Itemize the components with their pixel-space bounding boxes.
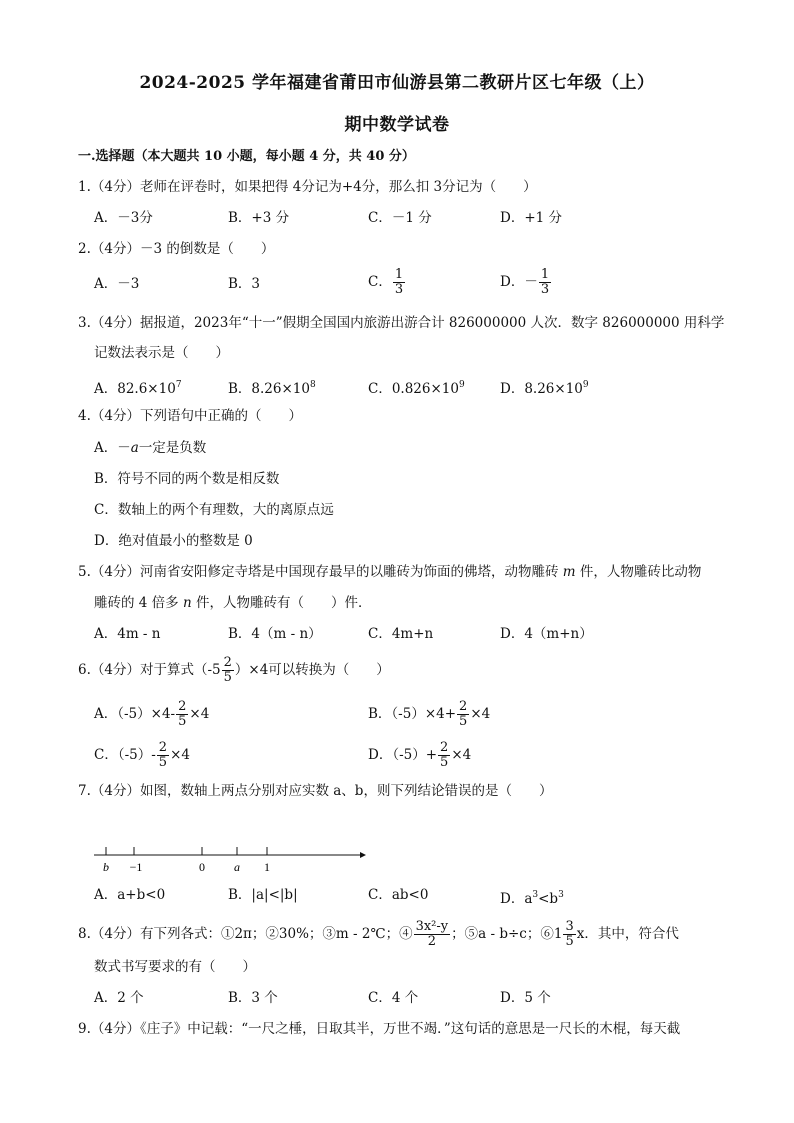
q4-option-b: B．符号不同的两个数是相反数	[94, 471, 280, 487]
q2-option-b: B．3	[228, 276, 261, 292]
fraction: $\frac{1}{3}$	[540, 267, 550, 297]
question-4-stem: 4.（4分）下列语句中正确的（ ）	[78, 408, 302, 424]
q7-option-d: D．$a^3<b^3$	[500, 890, 564, 907]
fraction: $\frac{\text{3x²-y}}{2}$	[415, 919, 449, 949]
q5-option-b: B．4（m - n）	[228, 626, 322, 642]
q3-option-c: C．$0.826\times 10^9$	[368, 380, 465, 397]
q1-option-b: B．+3 分	[228, 210, 290, 226]
q8-option-c: C．4 个	[368, 990, 419, 1006]
question-3-stem-line2: 记数法表示是（ ）	[94, 345, 229, 361]
q8-option-b: B．3 个	[228, 990, 278, 1006]
q3-option-b: B．$8.26\times 10^8$	[228, 380, 316, 397]
label-a: a	[234, 860, 240, 874]
fraction: $\frac{2}{5}$	[223, 655, 232, 685]
fraction: $\frac{2}{5}$	[178, 699, 187, 729]
question-8-stem-line1: 8.（4分）有下列各式：①2π；②30%；③m - 2℃；④ $\frac{\text{3x²-y}}{2}$ ；⑤a - b÷c；⑥1 $\frac{3}{5}$ x．其中，符合代	[78, 919, 679, 949]
axis-arrow	[360, 852, 366, 858]
q5-option-a: A．4m - n	[94, 626, 161, 642]
q4-option-c: C．数轴上的两个有理数，大的离原点远	[94, 502, 334, 518]
q2-option-a: A．－3	[94, 276, 140, 292]
question-8-stem-line2: 数式书写要求的有（ ）	[94, 959, 256, 975]
number-line-figure	[94, 838, 374, 878]
q5-option-d: D．4（m+n）	[500, 626, 593, 642]
question-5-stem-line2: 雕砖的 4 倍多 n 件，人物雕砖有（ ）件．	[94, 595, 372, 611]
fraction: $\frac{2}{5}$	[440, 740, 449, 770]
question-3-stem-line1: 3.（4分）据报道，2023年“十一”假期全国国内旅游出游合计 826000000 人次．数字 826000000 用科学	[78, 315, 725, 331]
section-heading: 一.选择题（本大题共 10 小题，每小题 4 分，共 40 分）	[78, 149, 415, 164]
exam-title: 2024-2025 学年福建省莆田市仙游县第二教研片区七年级（上）	[139, 73, 655, 93]
q6-option-b: B．（-5）×4+ $\frac{2}{5}$ ×4	[368, 699, 491, 729]
question-5-stem-line1: 5.（4分）河南省安阳修定寺塔是中国现存最早的以雕砖为饰面的佛塔，动物雕砖 m 件，人物雕砖比动物	[78, 564, 702, 580]
q1-option-c: C．－1 分	[368, 210, 432, 226]
q3-option-d: D．$8.26\times 10^9$	[500, 380, 589, 397]
question-2-stem: 2.（4分）－3 的倒数是（ ）	[78, 241, 275, 257]
label-minus-one: −1	[129, 860, 143, 874]
q6-option-d: D．（-5）+ $\frac{2}{5}$ ×4	[368, 740, 472, 770]
question-9-stem: 9.（4分）《庄子》中记载：“一尺之棰，日取其半，万世不竭．”这句话的意思是一尺长的木棍，每天截	[78, 1021, 681, 1037]
fraction: $\frac{2}{5}$	[459, 699, 468, 729]
q4-option-a: A．－a一定是负数	[94, 440, 207, 456]
exam-subtitle: 期中数学试卷	[344, 115, 450, 135]
fraction: $\frac{1}{3}$	[394, 267, 404, 297]
label-b: b	[103, 860, 109, 874]
q7-option-a: A．a+b<0	[94, 887, 166, 903]
q8-option-d: D．5 个	[500, 990, 551, 1006]
question-1-stem: 1.（4分）老师在评卷时，如果把得 4分记为+4分，那么扣 3分记为（ ）	[78, 179, 537, 195]
label-zero: 0	[199, 860, 205, 874]
q6-option-a: A．（-5）×4- $\frac{2}{5}$ ×4	[94, 699, 210, 729]
question-7-stem: 7.（4分）如图，数轴上两点分别对应实数 a、b，则下列结论错误的是（ ）	[78, 783, 553, 799]
q1-option-a: A．－3分	[94, 210, 153, 226]
fraction: $\frac{2}{5}$	[158, 740, 168, 770]
q7-option-b: B．|a|<|b|	[228, 887, 298, 903]
q6-option-c: C．（-5）- $\frac{2}{5}$ ×4	[94, 740, 190, 770]
q1-option-d: D．+1 分	[500, 210, 563, 226]
q3-option-a: A．$82.6\times 10^7$	[94, 380, 182, 397]
q7-option-c: C．ab<0	[368, 887, 429, 903]
question-6-stem: 6.（4分）对于算式（-5 $\frac{2}{5}$ ）×4可以转换为（ ）	[78, 655, 390, 685]
q4-option-d: D．绝对值最小的整数是 0	[94, 533, 253, 549]
q5-option-c: C．4m+n	[368, 626, 434, 642]
q8-option-a: A．2 个	[94, 990, 144, 1006]
q2-option-c: C． $\frac{1}{3}$	[368, 267, 404, 297]
q2-option-d: D．－ $\frac{1}{3}$	[500, 267, 550, 297]
fraction: $\frac{3}{5}$	[565, 919, 574, 949]
label-one: 1	[264, 860, 270, 874]
